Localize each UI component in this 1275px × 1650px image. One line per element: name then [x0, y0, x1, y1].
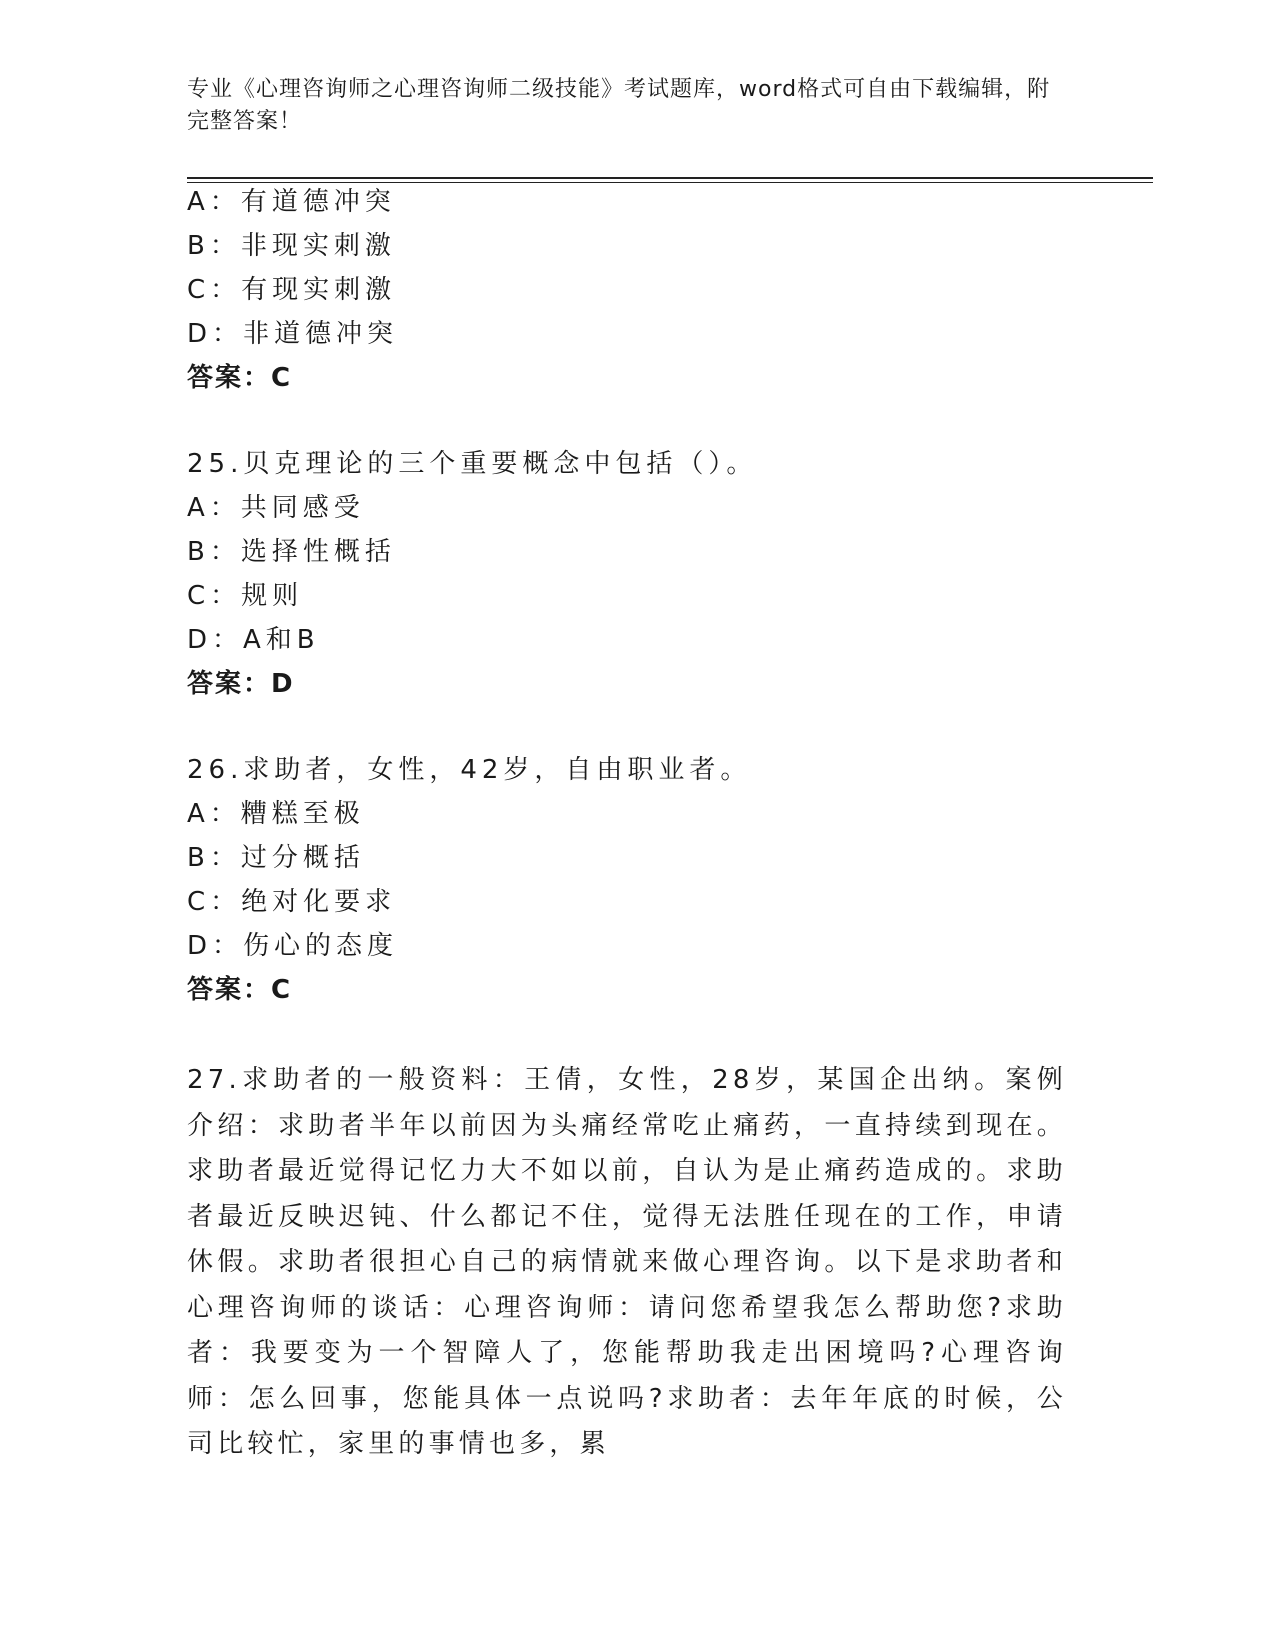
- q24-answer: 答案：C: [187, 363, 293, 393]
- q26-option-c: C：绝对化要求: [187, 887, 397, 917]
- q26-question: 26.求助者，女性，42岁，自由职业者。: [187, 755, 752, 785]
- q26-answer: 答案：C: [187, 975, 293, 1005]
- q24-option-a: A：有道德冲突: [187, 187, 396, 217]
- q24-option-b: B：非现实刺激: [187, 231, 396, 261]
- q25-answer: 答案：D: [187, 669, 295, 699]
- q24-option-d: D：非道德冲突: [187, 319, 399, 349]
- q25-option-b: B：选择性概括: [187, 537, 396, 567]
- q26-option-b: B：过分概括: [187, 843, 365, 873]
- q27-question: 27.求助者的一般资料：王倩，女性，28岁，某国企出纳。案例介绍：求助者半年以前因为头痛经常吃止痛药，一直持续到现在。求助者最近觉得记忆力大不如以前，自认为是止痛药造成的。求助者最近反映迟钝、什么都记不住，觉得无法胜任现在的工作，申请休假。求助者很担心自己的病情就来做心理咨询。以下是求助者和心理咨询师的谈话：心理咨询师：请问您希望我怎么帮助您?求助者：我要变为一个智障人了，您能帮助我走出困境吗?心理咨询师：怎么回事，您能具体一点说吗?求助者：去年年底的时候，公司比较忙，家里的事情也多，累: [187, 1065, 1067, 1459]
- q25-option-d: D：A和B: [187, 625, 320, 655]
- header-rule-thin: [187, 182, 1153, 183]
- q26-option-d: D：伤心的态度: [187, 931, 399, 961]
- q25-option-c: C：规则: [187, 581, 304, 611]
- q24-option-c: C：有现实刺激: [187, 275, 397, 305]
- q25-option-a: A：共同感受: [187, 493, 365, 523]
- q26-option-a: A：糟糕至极: [187, 799, 365, 829]
- document-header: 专业《心理咨询师之心理咨询师二级技能》考试题库，word格式可自由下载编辑，附完整答案！: [187, 77, 1051, 134]
- header-rule-thick: [187, 177, 1153, 179]
- q25-question: 25.贝克理论的三个重要概念中包括（）。: [187, 449, 758, 479]
